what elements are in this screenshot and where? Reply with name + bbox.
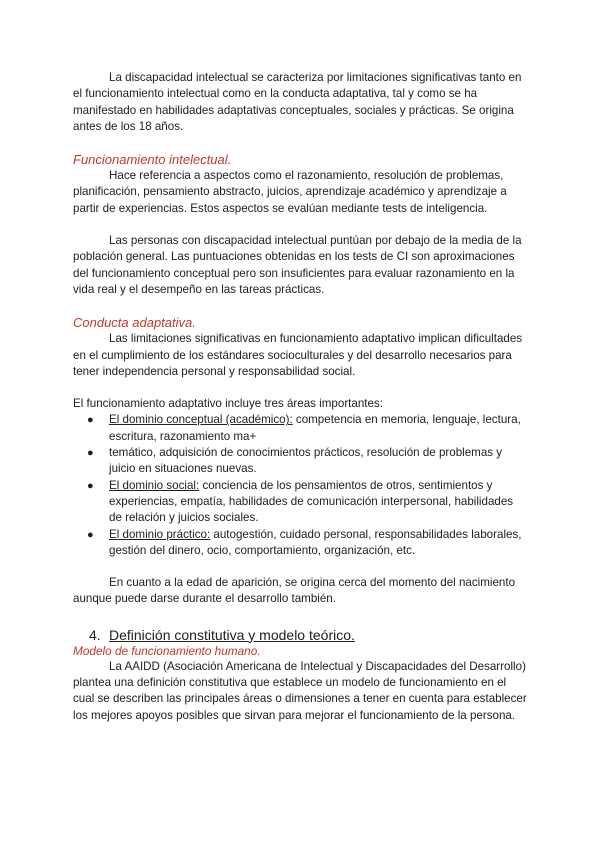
heading-modelo-funcionamiento: Modelo de funcionamiento humano. [73, 643, 261, 658]
heading-funcionamiento-intelectual: Funcionamiento intelectual. [73, 152, 232, 168]
section3-paragraph-1: La AAIDD (Asociación Americana de Intelectual y Discapacidades del Desarrollo) plantea una definición constitutiva que establece un modelo de funcionamiento en el cual se describen las principales áreas o dimensiones a tener en cuenta para establecer los mejores apoyos posibles que sirvan para mejorar el funcionamiento de la persona. [73, 659, 527, 722]
list-item-text: competencia en memoria, lenguaje, lectura, escritura, razonamiento ma+ [109, 413, 521, 443]
list-item-text: temático, adquisición de conocimientos prácticos, resolución de problemas y juicio en situaciones nuevas. [109, 446, 503, 476]
list-item-term: El dominio social: [109, 478, 200, 492]
list-item-text: conciencia de los pensamientos de otros, sentimientos y experiencias, empatía, habilidades de comunicación interpersonal, habilidades de relación y juicios sociales. [109, 478, 514, 525]
list-item [73, 527, 528, 560]
section1-paragraph-2: Las personas con discapacidad intelectual puntúan por debajo de la media de la población general. Las puntuaciones obtenidas en los tests de CI son aproximaciones del funcionamiento conceptual pero son insuficientes para evaluar razonamiento en la vida real y el desempeño en las tareas prácticas. [73, 234, 522, 296]
section-heading-4 [73, 626, 528, 644]
bullet-icon: ● [87, 447, 94, 460]
section1-paragraph-1: Hace referencia a aspectos como el razonamiento, resolución de problemas, planificación, pensamiento abstracto, juicios, aprendizaje académico y aprendizaje a partir de experiencias. Estos aspectos se evalúan mediante tests de inteligencia. [73, 169, 507, 215]
section-number: 4. [89, 626, 101, 643]
list-item [73, 478, 528, 527]
intro-paragraph: La discapacidad intelectual se caracteriza por limitaciones significativas tanto en el funcionamiento intelectual como en la conducta adaptativa, tal y como se ha manifestado en habilidades adaptativas conceptuales, sociales y prácticas. Se origina antes de los 18 años. [73, 71, 522, 133]
list-item-term: El dominio práctico: [109, 527, 211, 541]
bullet-icon: ● [87, 528, 94, 541]
list-item [73, 445, 528, 478]
bullet-icon: ● [87, 414, 94, 427]
list-item-text: autogestión, cuidado personal, responsabilidades laborales, gestión del dinero, ocio, comportamiento, organización, etc. [109, 527, 522, 557]
list-item [73, 412, 528, 445]
document-page [73, 70, 528, 724]
section2-paragraph-2: En cuanto a la edad de aparición, se origina cerca del momento del nacimiento aunque puede darse durante el desarrollo también. [73, 576, 516, 606]
list-item-term: El dominio conceptual (académico): [109, 413, 293, 427]
section-title: Definición constitutiva y modelo teórico. [109, 626, 355, 643]
list-intro: El funcionamiento adaptativo incluye tres áreas importantes: [73, 397, 383, 411]
heading-conducta-adaptativa: Conducta adaptativa. [73, 315, 196, 331]
adaptive-areas-list [73, 412, 528, 559]
bullet-icon: ● [87, 479, 94, 492]
section2-paragraph-1: Las limitaciones significativas en funcionamiento adaptativo implican dificultades en el cumplimiento de los estándares socioculturales y del desarrollo necesarios para tener independencia personal y responsabilidad social. [73, 332, 523, 378]
